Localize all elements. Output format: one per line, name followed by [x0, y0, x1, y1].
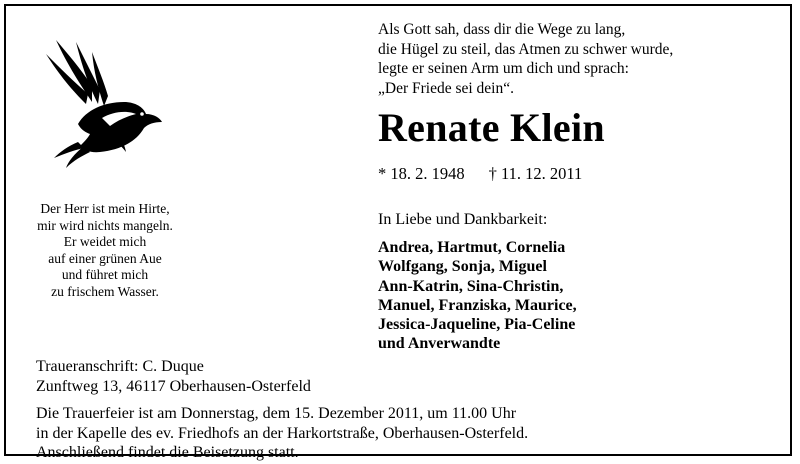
- poem-line: „Der Friede sei dein“.: [378, 79, 514, 97]
- poem-line: die Hügel zu steil, das Atmen zu schwer wurde,: [378, 40, 674, 58]
- psalm-line: zu frischem Wasser.: [51, 283, 159, 299]
- psalm-line: auf einer grünen Aue: [48, 250, 162, 266]
- mourners-intro: In Liebe und Dankbarkeit:: [378, 211, 548, 228]
- psalm-line: und führet mich: [61, 267, 149, 282]
- address-line: Traueranschrift: C. Duque: [36, 358, 204, 375]
- service-line: Die Trauerfeier ist am Donnerstag, dem 15. Dezember 2011, um 11.00 Uhr: [36, 405, 517, 422]
- poem-line: legte er seinen Arm um dich und sprach:: [378, 60, 629, 77]
- psalm-line: Der Herr ist mein Hirte,: [40, 201, 170, 216]
- psalm-verse: [20, 201, 190, 300]
- mourners-list: [378, 238, 577, 354]
- mourning-address: [36, 357, 311, 396]
- life-dates: [378, 164, 582, 184]
- service-line: Anschließend findet die Beisetzung statt.: [36, 444, 299, 461]
- funeral-service-info: [36, 404, 528, 463]
- deceased-name: Renate Klein: [378, 105, 605, 150]
- mourners-line: Wolfgang, Sonja, Miguel: [378, 258, 547, 276]
- mourners-line: Ann-Katrin, Sina-Christin,: [378, 277, 564, 295]
- mourners-line: Manuel, Franziska, Maurice,: [378, 296, 577, 314]
- dove-icon: [28, 28, 178, 168]
- psalm-line: Er weidet mich: [63, 234, 147, 249]
- mourners-line: und Anverwandte: [378, 335, 501, 353]
- poem-line: Als Gott sah, dass dir die Wege zu lang,: [378, 21, 626, 38]
- address-line: Zunftweg 13, 46117 Oberhausen-Osterfeld: [36, 377, 311, 395]
- obituary-frame: [4, 4, 792, 461]
- service-line: in der Kapelle des ev. Friedhofs an der Harkortstraße, Oberhausen-Osterfeld.: [36, 424, 529, 442]
- psalm-line: mir wird nichts mangeln.: [37, 217, 173, 233]
- poem: [378, 20, 673, 98]
- mourners-line: Andrea, Hartmut, Cornelia: [378, 239, 566, 256]
- birth-date: * 18. 2. 1948: [378, 164, 465, 183]
- mourners-line: Jessica-Jaqueline, Pia-Celine: [378, 316, 576, 334]
- death-date: † 11. 12. 2011: [488, 164, 583, 183]
